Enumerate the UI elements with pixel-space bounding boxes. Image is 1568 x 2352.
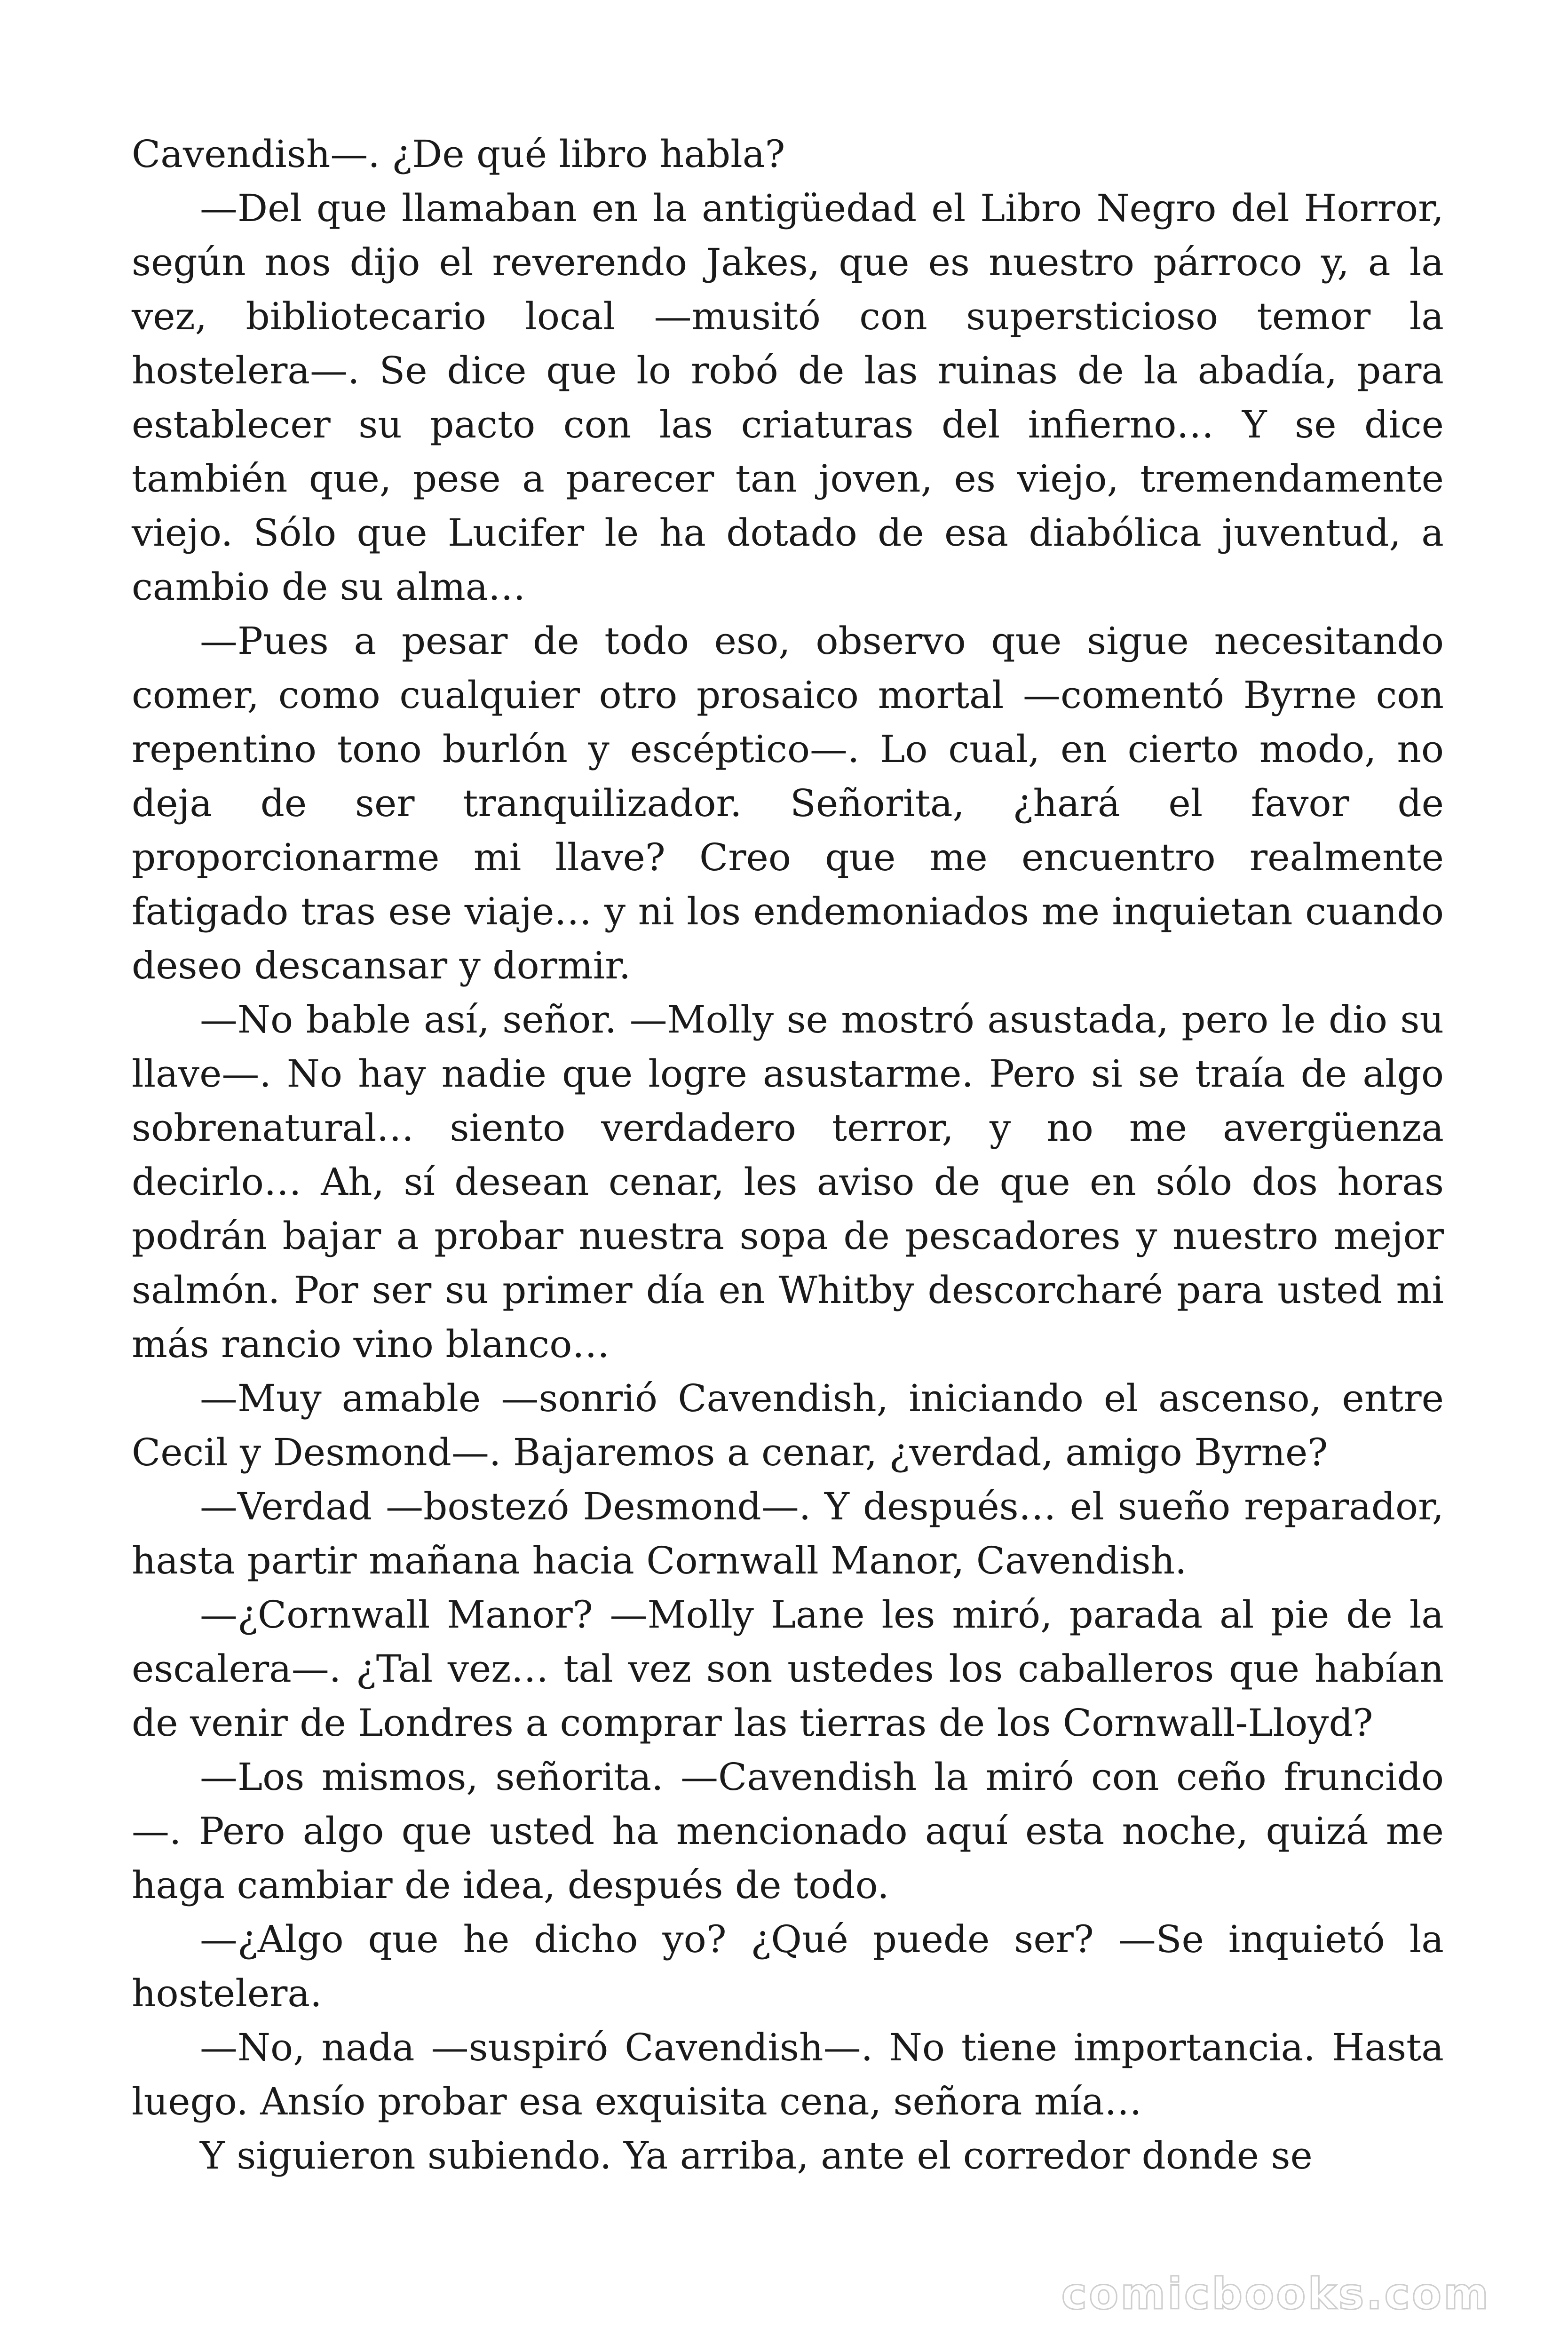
paragraph-8: —Los mismos, señorita. —Cavendish la miró con ceño fruncido —. Pero algo que usted ha mencionado aquí esta noche, quizá me haga cambiar de idea, después de todo. xyxy=(132,1755,1444,1907)
paragraph-10: —No, nada —suspiró Cavendish—. No tiene importancia. Hasta luego. Ansío probar esa exquisita cena, señora mía… xyxy=(132,2026,1444,2123)
paragraph-5: —Muy amable —sonrió Cavendish, iniciando el ascenso, entre Cecil y Desmond—. Bajaremos a cenar, ¿verdad, amigo Byrne? xyxy=(132,1376,1444,1474)
paragraph-2: —Del que llamaban en la antigüedad el Libro Negro del Horror, según nos dijo el reverendo Jakes, que es nuestro párroco y, a la vez, bibliotecario local —musitó con supersticioso temor la hostelera—. Se dice que lo robó de las ruinas de la abadía, para establecer su pacto con las criaturas del infierno… Y se dice también que, pese a parecer tan joven, es viejo, tremendamente viejo. Sólo que Lucifer le ha dotado de esa diabólica juventud, a cambio de su alma… xyxy=(132,186,1444,609)
paragraph-7: —¿Cornwall Manor? —Molly Lane les miró, parada al pie de la escalera—. ¿Tal vez… tal vez son ustedes los caballeros que habían de venir de Londres a comprar las tierras de los Cornwall-Lloyd? xyxy=(132,1593,1444,1745)
paragraph-9: —¿Algo que he dicho yo? ¿Qué puede ser? —Se inquietó la hostelera. xyxy=(132,1917,1444,2015)
page-body xyxy=(132,127,1444,2183)
paragraph-6: —Verdad —bostezó Desmond—. Y después… el sueño reparador, hasta partir mañana hacia Cornwall Manor, Cavendish. xyxy=(132,1485,1444,1582)
paragraph-1: Cavendish—. ¿De qué libro habla? xyxy=(132,132,785,176)
paragraph-4: —No bable así, señor. —Molly se mostró asustada, pero le dio su llave—. No hay nadie que logre asustarme. Pero si se traía de algo sobrenatural… siento verdadero terror, y no me avergüenza decirlo… Ah, sí desean cenar, les aviso de que en sólo dos horas podrán bajar a probar nuestra sopa de pescadores y nuestro mejor salmón. Por ser su primer día en Whitby descorcharé para usted mi más rancio vino blanco… xyxy=(132,998,1444,1366)
watermark: comicbooks.com xyxy=(1061,2269,1490,2319)
paragraph-3: —Pues a pesar de todo eso, observo que sigue necesitando comer, como cualquier otro prosaico mortal —comentó Byrne con repentino tono burlón y escéptico—. Lo cual, en cierto modo, no deja de ser tranquilizador. Señorita, ¿hará el favor de proporcionarme mi llave? Creo que me encuentro realmente fatigado tras ese viaje… y ni los endemoniados me inquietan cuando deseo descansar y dormir. xyxy=(132,619,1444,987)
paragraph-11: Y siguieron subiendo. Ya arriba, ante el corredor donde se xyxy=(200,2134,1313,2177)
